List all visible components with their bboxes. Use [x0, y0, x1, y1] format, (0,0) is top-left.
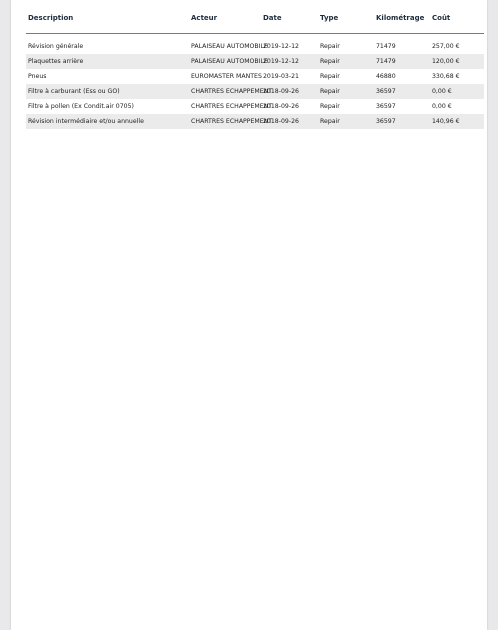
cell-cost: 120,00 €: [432, 58, 460, 65]
cell-actor: PALAISEAU AUTOMOBILE: [191, 43, 268, 50]
cell-km: 36597: [376, 118, 396, 125]
cell-cost: 0,00 €: [432, 88, 452, 95]
cell-description: Filtre à carburant (Ess ou GO): [28, 88, 120, 95]
cell-actor: EUROMASTER MANTES: [191, 73, 262, 80]
cell-date: 2019-12-12: [263, 58, 299, 65]
cell-type: Repair: [320, 43, 340, 50]
cell-km: 46880: [376, 73, 396, 80]
cell-km: 36597: [376, 88, 396, 95]
table-row: [26, 99, 484, 114]
header-cost: Coût: [432, 14, 451, 22]
header-description: Description: [28, 14, 74, 22]
cell-actor: CHARTRES ECHAPPEMENT: [191, 103, 273, 110]
cell-description: Pneus: [28, 73, 47, 80]
cell-km: 36597: [376, 103, 396, 110]
cell-date: 2018-09-26: [263, 103, 299, 110]
cell-description: Plaquettes arrière: [28, 58, 84, 65]
header-type: Type: [320, 14, 339, 22]
cell-description: Révision générale: [28, 43, 84, 50]
cell-cost: 330,68 €: [432, 73, 460, 80]
table-body: [26, 39, 484, 129]
cell-actor: PALAISEAU AUTOMOBILE: [191, 58, 268, 65]
cell-km: 71479: [376, 58, 396, 65]
table-row: [26, 84, 484, 99]
cell-type: Repair: [320, 88, 340, 95]
cell-cost: 257,00 €: [432, 43, 460, 50]
cell-date: 2018-09-26: [263, 118, 299, 125]
table-header: [26, 0, 484, 34]
header-actor: Acteur: [191, 14, 218, 22]
cell-cost: 140,96 €: [432, 118, 460, 125]
cell-actor: CHARTRES ECHAPPEMENT: [191, 88, 273, 95]
table-row: [26, 114, 484, 129]
document-page: [11, 0, 487, 630]
cell-type: Repair: [320, 103, 340, 110]
cell-description: Révision intermédiaire et/ou annuelle: [28, 118, 144, 125]
cell-type: Repair: [320, 58, 340, 65]
header-km: Kilométrage: [376, 14, 425, 22]
cell-cost: 0,00 €: [432, 103, 452, 110]
table-row: [26, 54, 484, 69]
cell-actor: CHARTRES ECHAPPEMENT: [191, 118, 273, 125]
cell-type: Repair: [320, 73, 340, 80]
header-date: Date: [263, 14, 282, 22]
cell-description: Filtre à pollen (Ex Condit.air 0705): [28, 103, 134, 110]
cell-type: Repair: [320, 118, 340, 125]
cell-date: 2019-12-12: [263, 43, 299, 50]
cell-date: 2018-09-26: [263, 88, 299, 95]
maintenance-table: [26, 0, 484, 129]
cell-km: 71479: [376, 43, 396, 50]
table-row: [26, 39, 484, 54]
cell-date: 2019-03-21: [263, 73, 299, 80]
table-row: [26, 69, 484, 84]
